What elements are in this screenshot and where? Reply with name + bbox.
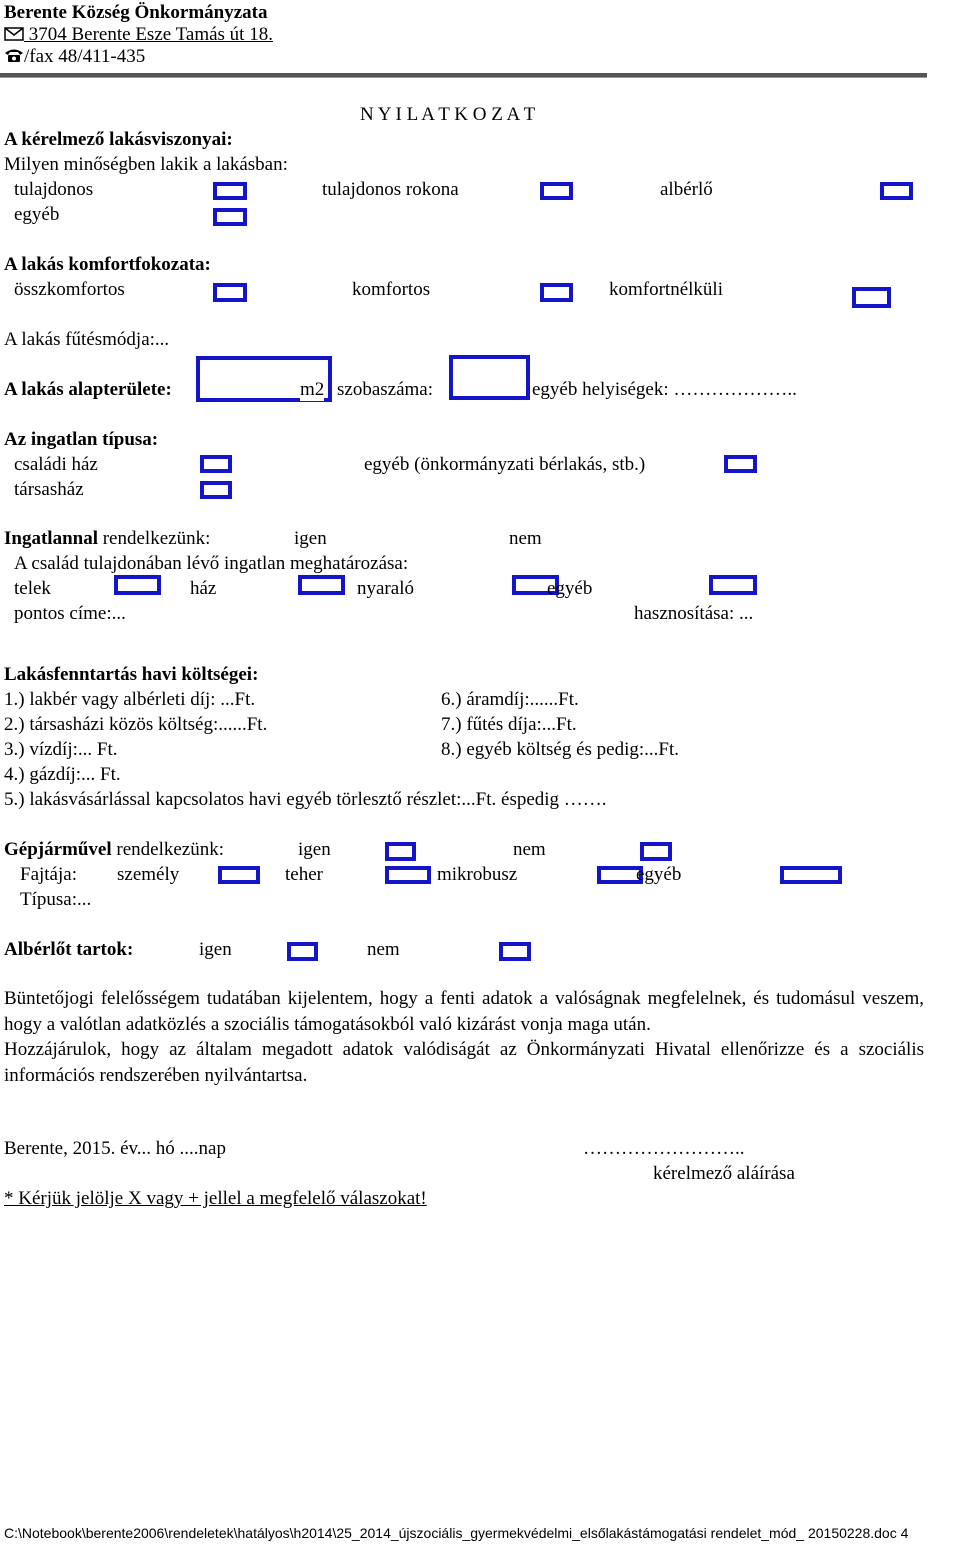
other-rooms-label: egyéb helyiségek: ……………….. xyxy=(532,379,797,400)
cost-common: 2.) társasházi közös költség:......Ft. xyxy=(4,714,268,735)
label-condo: társasház xyxy=(14,479,84,500)
heating-label: A lakás fűtésmódja:... xyxy=(4,329,170,350)
checkbox-owner[interactable] xyxy=(213,182,247,200)
checkbox-estate-other[interactable] xyxy=(709,575,757,595)
label-subtenant-no: nem xyxy=(367,939,400,960)
costs-heading: Lakásfenntartás havi költségei: xyxy=(4,664,259,685)
page-title: N Y I L A T K O Z A T xyxy=(360,104,536,125)
label-tenant: albérlő xyxy=(660,179,713,200)
checkbox-tenant[interactable] xyxy=(880,182,913,200)
label-house: ház xyxy=(190,578,217,599)
label-full-comfort: összkomfortos xyxy=(14,279,125,300)
label-vehicle-yes: igen xyxy=(298,839,331,860)
org-name: Berente Község Önkormányzata xyxy=(4,2,268,23)
cost-electricity: 6.) áramdíj:......Ft. xyxy=(441,689,579,710)
label-vehicle-other: egyéb xyxy=(636,864,682,885)
cost-heating: 7.) fűtés díja:...Ft. xyxy=(441,714,577,735)
label-estate-other: egyéb xyxy=(547,578,593,599)
real-estate-heading-rest: rendelkezünk: xyxy=(97,528,211,549)
rooms-label: szobaszáma: xyxy=(337,379,434,400)
checkbox-no-comfort[interactable] xyxy=(852,287,891,308)
signature-dots: …………………….. xyxy=(583,1138,745,1159)
label-family-house: családi ház xyxy=(14,454,98,475)
real-estate-no[interactable]: nem xyxy=(509,528,542,549)
estate-address: pontos címe:... xyxy=(14,603,126,624)
instruction-note: * Kérjük jelölje X vagy + jellel a megfelelő válaszokat! xyxy=(4,1188,427,1209)
cost-loan: 5.) lakásvásárlással kapcsolatos havi egyéb törlesztő részlet:...Ft. éspedig ……. xyxy=(4,789,607,810)
checkbox-comfort[interactable] xyxy=(540,283,573,302)
rooms-input[interactable] xyxy=(449,355,530,400)
subtenant-label: Albérlőt tartok: xyxy=(4,939,134,960)
checkbox-condo[interactable] xyxy=(200,481,232,499)
label-housing-other: egyéb xyxy=(14,204,60,225)
telephone-icon xyxy=(4,47,24,69)
checkbox-house[interactable] xyxy=(298,575,345,595)
label-minibus: mikrobusz xyxy=(437,864,518,885)
vehicle-heading-bold: Gépjárművel xyxy=(4,839,112,860)
checkbox-property-other[interactable] xyxy=(724,455,757,473)
envelope-icon xyxy=(4,25,24,47)
label-no-comfort: komfortnélküli xyxy=(609,279,723,300)
housing-heading: A kérelmező lakásviszonyai: xyxy=(4,129,233,150)
vehicle-heading-rest: rendelkezünk: xyxy=(111,839,225,860)
area-label: A lakás alapterülete: xyxy=(4,379,172,400)
checkbox-family-house[interactable] xyxy=(200,455,232,473)
phone-line xyxy=(4,46,145,69)
housing-question: Milyen minőségben lakik a lakásban: xyxy=(4,154,288,175)
phone-text: /fax 48/411-435 xyxy=(24,46,146,67)
vehicle-type-label: Típusa:... xyxy=(20,889,92,910)
property-type-heading: Az ingatlan típusa: xyxy=(4,429,159,450)
checkbox-housing-other[interactable] xyxy=(213,208,247,226)
checkbox-car[interactable] xyxy=(218,866,260,884)
file-path-footer: C:\Notebook\berente2006\rendeletek\hatályos\h2014\25_2014_újszociális_gyermekvédelmi_elsőlakástámogatási rendelet_mód_ 20150228.doc 4 xyxy=(4,1525,909,1541)
vehicle-kind-label: Fajtája: xyxy=(20,864,77,885)
checkbox-vehicle-yes[interactable] xyxy=(385,842,416,861)
checkbox-full-comfort[interactable] xyxy=(213,283,247,302)
cost-gas: 4.) gázdíj:... Ft. xyxy=(4,764,121,785)
address-text: 3704 Berente Esze Tamás út 18. xyxy=(28,24,273,45)
label-comfort: komfortos xyxy=(352,279,431,300)
cost-water: 3.) vízdíj:... Ft. xyxy=(4,739,118,760)
label-truck: teher xyxy=(285,864,323,885)
checkbox-truck[interactable] xyxy=(385,866,431,884)
checkbox-vehicle-no[interactable] xyxy=(640,842,672,861)
real-estate-heading xyxy=(4,528,210,550)
checkbox-subtenant-yes[interactable] xyxy=(287,942,318,961)
area-unit: m2 xyxy=(300,379,325,400)
label-property-other: egyéb (önkormányzati bérlakás, stb.) xyxy=(364,454,646,475)
address-line[interactable] xyxy=(4,24,273,47)
cost-other: 8.) egyéb költség és pedig:...Ft. xyxy=(441,739,679,760)
label-car: személy xyxy=(117,864,180,885)
signature-label: kérelmező aláírása xyxy=(653,1163,795,1184)
label-cottage: nyaraló xyxy=(357,578,414,599)
declaration-paragraph-1: Büntetőjogi felelősségem tudatában kijelentem, hogy a fenti adatok a valóságnak megfelelnek, és tudomásul veszem, hogy a valótlan adatközlés a szociális támogatásokból való kizárást vonja maga után. xyxy=(4,988,924,1035)
checkbox-owner-relative[interactable] xyxy=(540,182,573,200)
label-land: telek xyxy=(14,578,51,599)
comfort-heading: A lakás komfortfokozata: xyxy=(4,254,211,275)
header-rule xyxy=(0,73,927,78)
checkbox-subtenant-no[interactable] xyxy=(499,942,531,961)
vehicle-heading xyxy=(4,839,224,861)
checkbox-vehicle-other[interactable] xyxy=(780,866,842,884)
label-subtenant-yes: igen xyxy=(199,939,232,960)
real-estate-heading-bold: Ingatlannal xyxy=(4,528,98,549)
label-owner: tulajdonos xyxy=(14,179,94,200)
estate-usage: hasznosítása: ... xyxy=(634,603,754,624)
real-estate-yes[interactable]: igen xyxy=(294,528,327,549)
cost-rent: 1.) lakbér vagy albérleti díj: ...Ft. xyxy=(4,689,256,710)
declaration-paragraph-2: Hozzájárulok, hogy az általam megadott adatok valódiságát az Önkormányzati Hivatal ellenőrizze és a szociális információs rendszerében nyilvántartsa. xyxy=(4,1039,924,1086)
label-owner-relative: tulajdonos rokona xyxy=(322,179,459,200)
real-estate-definition: A család tulajdonában lévő ingatlan meghatározása: xyxy=(14,553,409,574)
checkbox-land[interactable] xyxy=(114,575,161,595)
label-vehicle-no: nem xyxy=(513,839,546,860)
date-line: Berente, 2015. év... hó ....nap xyxy=(4,1138,226,1159)
